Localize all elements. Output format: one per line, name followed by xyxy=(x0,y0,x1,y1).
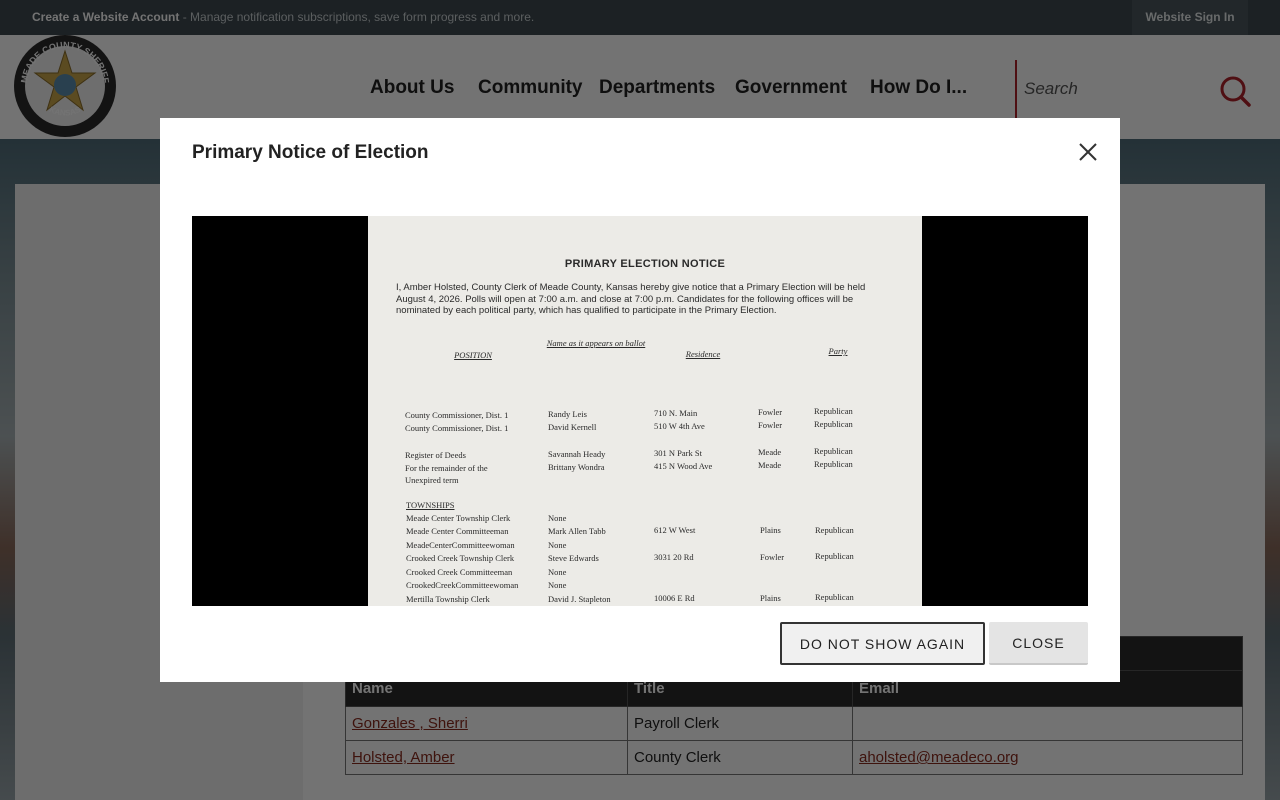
election-notice-modal xyxy=(160,118,1120,682)
notice-body: I, Amber Holsted, County Clerk of Meade County, Kansas hereby give notice that a Primary Election will be held August 4, 2026. Polls will open at 7:00 a.m. and close at 7:00 p.m. Candidates for the following offices will be nominated by each political party, which has qualified to participate in the Primary Election. xyxy=(396,282,866,316)
notice-row-residence: 415 N Wood Ave xyxy=(654,461,713,471)
notice-row-name: Steve Edwards xyxy=(548,553,599,563)
notice-row-party: Republican xyxy=(814,459,853,469)
close-icon xyxy=(1074,138,1102,166)
notice-row-residence: 710 N. Main xyxy=(654,408,698,418)
notice-col-residence: Residence xyxy=(685,349,721,359)
notice-row-city: Fowler xyxy=(758,420,783,430)
notice-row-position: Register of Deeds xyxy=(405,450,466,460)
notice-row-city: Meade xyxy=(758,460,782,470)
notice-title: PRIMARY ELECTION NOTICE xyxy=(564,258,726,270)
notice-row-party: Republican xyxy=(815,592,854,602)
notice-row-city: Plains xyxy=(760,525,781,535)
modal-title: Primary Notice of Election xyxy=(192,142,429,163)
notice-row-position: CrookedCreekCommitteewoman xyxy=(406,580,519,590)
notice-row-city: Plains xyxy=(760,593,781,603)
notice-row-name: David Kernell xyxy=(548,422,597,432)
notice-row-position: For the remainder of the xyxy=(405,463,488,473)
notice-row-name: Randy Leis xyxy=(548,409,587,419)
notice-row-residence: 510 W 4th Ave xyxy=(654,421,705,431)
notice-row-position: Mertilla Township Clerk xyxy=(406,594,490,604)
close-button[interactable]: CLOSE xyxy=(989,622,1088,665)
notice-row-position: Meade Center Committeeman xyxy=(406,526,509,536)
notice-row-position: County Commissioner, Dist. 1 xyxy=(405,423,509,433)
notice-row-name: None xyxy=(548,567,567,577)
notice-row-party: Republican xyxy=(814,446,853,456)
notice-row-residence: 10006 E Rd xyxy=(654,593,695,603)
notice-row-residence: 612 W West xyxy=(654,525,696,535)
notice-row-city: Meade xyxy=(758,447,782,457)
notice-col-name: Name as it appears on ballot xyxy=(546,338,646,348)
notice-row-party: Republican xyxy=(815,551,854,561)
notice-townships-label: TOWNSHIPS xyxy=(406,500,455,510)
notice-row-position: Crooked Creek Township Clerk xyxy=(406,553,515,563)
notice-row-name: Savannah Heady xyxy=(548,449,606,459)
notice-photo xyxy=(192,216,1088,606)
notice-row-name: None xyxy=(548,580,567,590)
notice-row-city: Fowler xyxy=(760,552,785,562)
notice-row-residence: 301 N Park St xyxy=(654,448,702,458)
notice-col-party: Party xyxy=(828,346,848,356)
notice-row-party: Republican xyxy=(814,406,853,416)
notice-row-position: Meade Center Township Clerk xyxy=(406,513,511,523)
notice-row-party: Republican xyxy=(814,419,853,429)
notice-row-position: Unexpired term xyxy=(405,475,459,485)
notice-row-position: Crooked Creek Committeeman xyxy=(406,567,513,577)
notice-row-name: None xyxy=(548,513,567,523)
modal-close-x-button[interactable] xyxy=(1074,138,1102,166)
notice-row-position: MeadeCenterCommitteewoman xyxy=(406,540,515,550)
notice-row-name: David J. Stapleton xyxy=(548,594,611,604)
notice-row-position: County Commissioner, Dist. 1 xyxy=(405,410,509,420)
notice-row-residence: 3031 20 Rd xyxy=(654,552,694,562)
do-not-show-again-button[interactable]: DO NOT SHOW AGAIN xyxy=(780,622,985,665)
notice-paper xyxy=(368,216,922,606)
notice-col-position: POSITION xyxy=(454,350,492,360)
notice-row-city: Fowler xyxy=(758,407,783,417)
notice-row-name: None xyxy=(548,540,567,550)
notice-row-party: Republican xyxy=(815,525,854,535)
notice-row-name: Brittany Wondra xyxy=(548,462,605,472)
notice-row-name: Mark Allen Tabb xyxy=(548,526,606,536)
